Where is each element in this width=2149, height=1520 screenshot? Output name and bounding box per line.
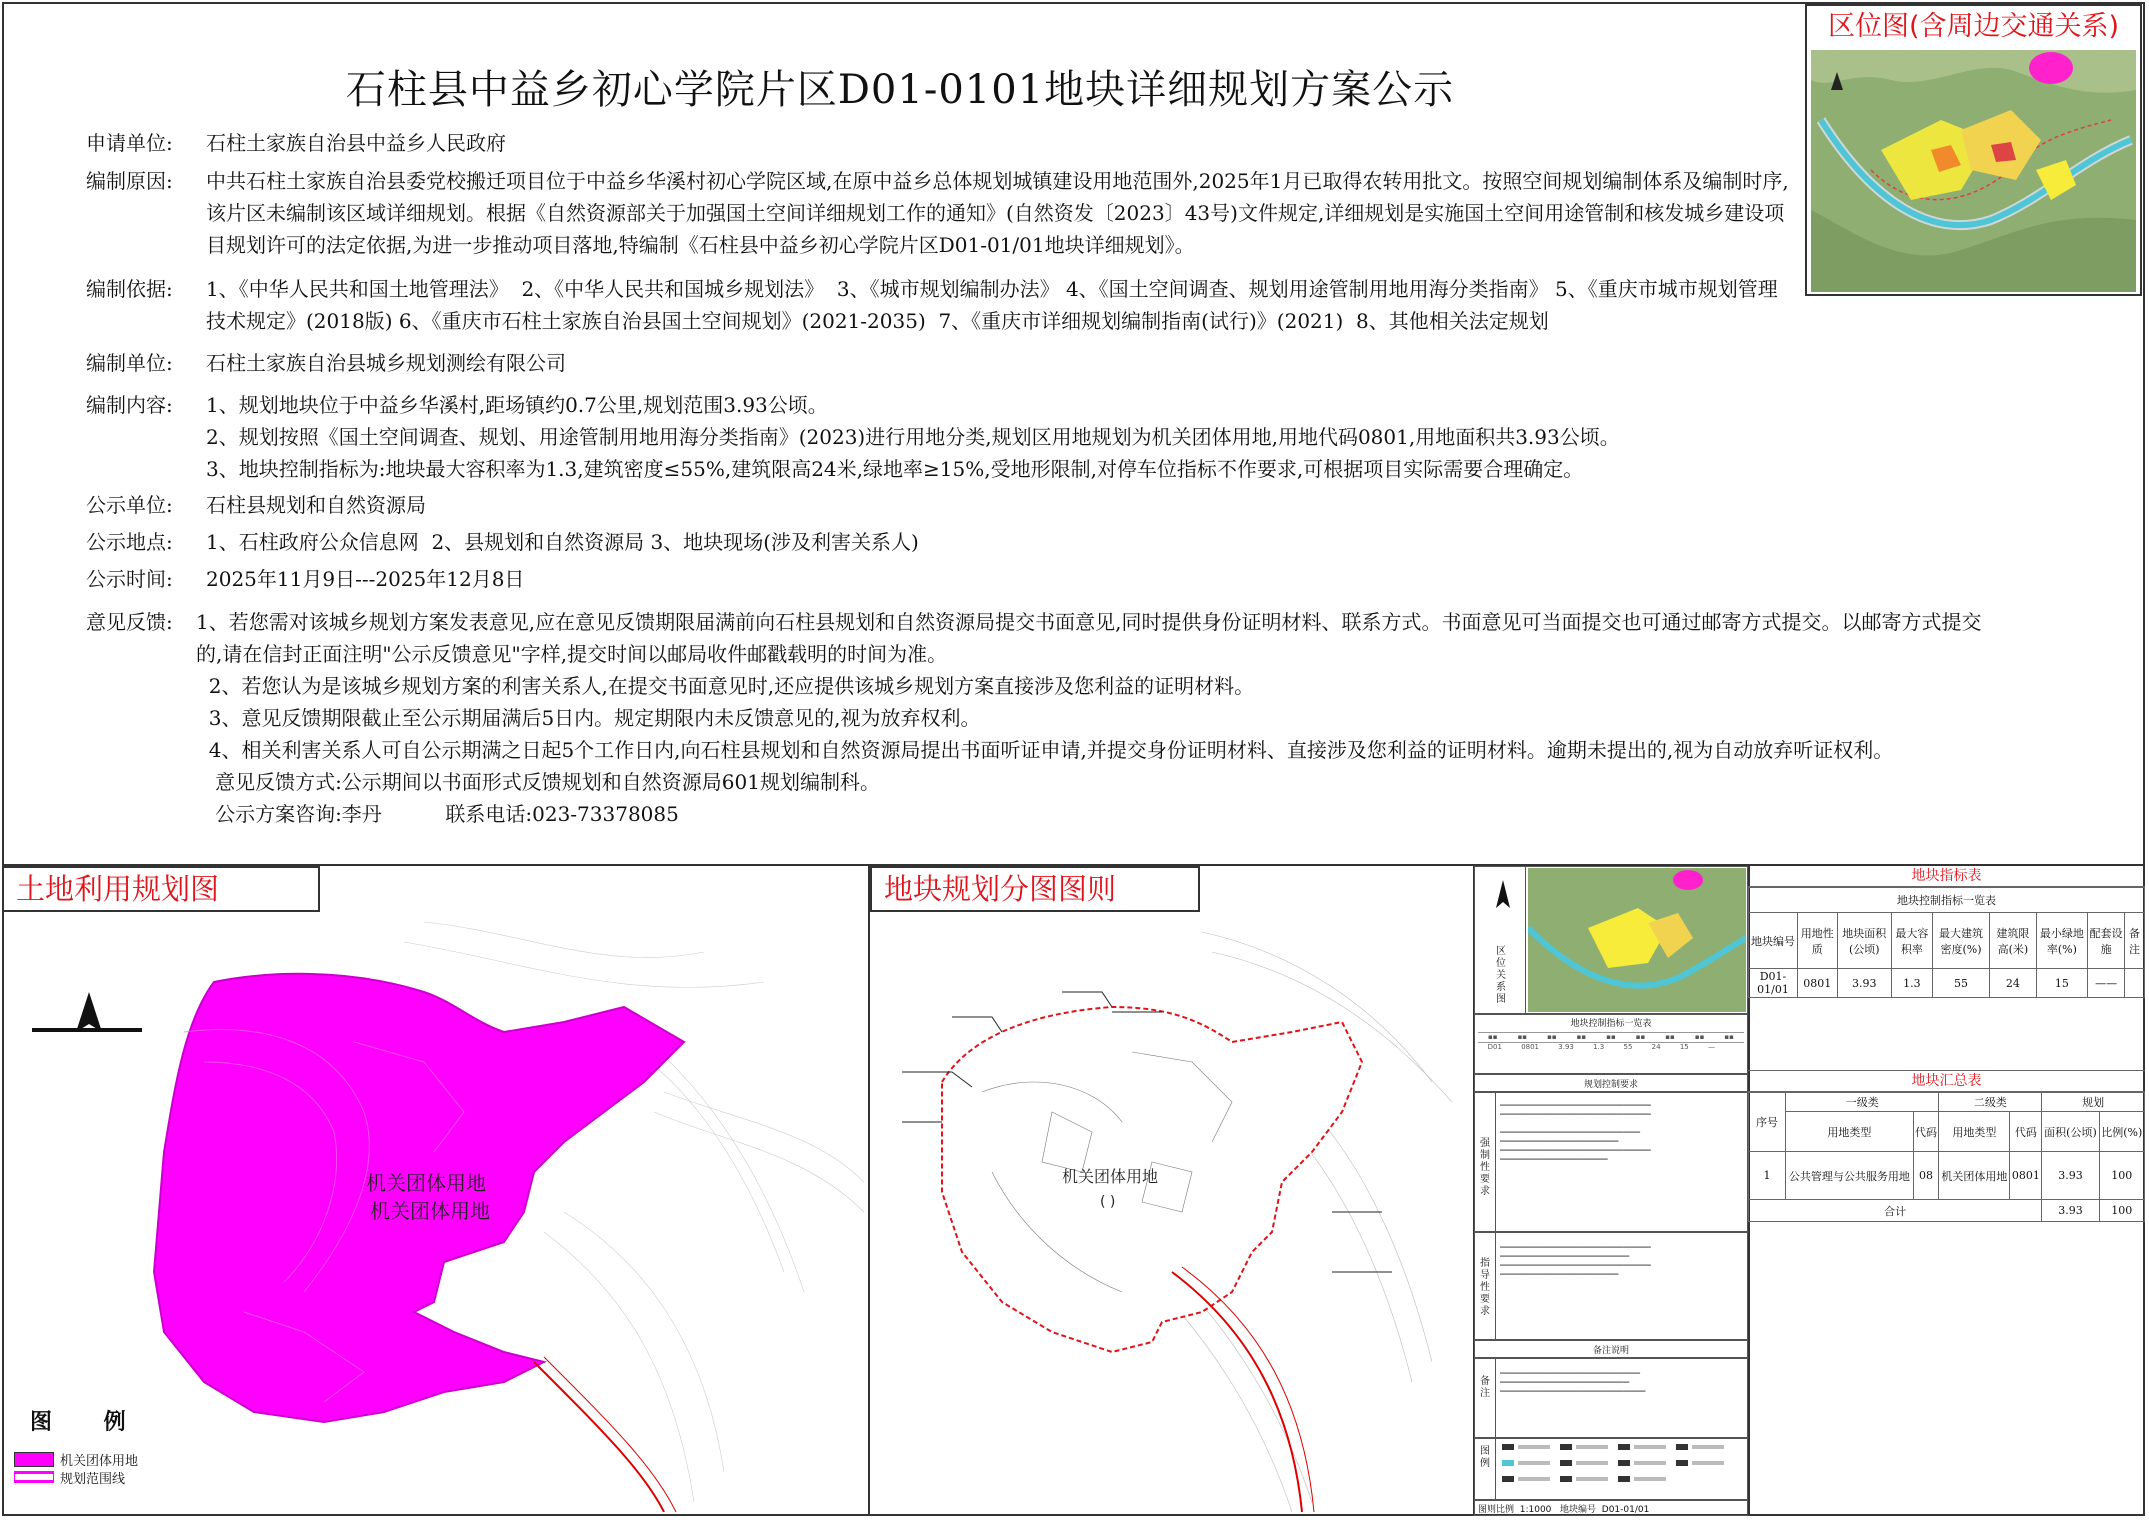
- indicator-table-title: 地块指标表: [1748, 866, 2145, 887]
- indicator-cell: 55: [1932, 969, 1990, 998]
- section-line: 2025年11月9日---2025年12月8日: [206, 567, 525, 591]
- indicator-cell: ——: [2088, 969, 2125, 998]
- plot-sheet: 区位关系图 地块控制指标一览表 ▪▪ ▪▪ ▪▪ ▪▪ ▪▪ ▪▪ ▪▪ ▪▪ ▪▪ D01 0801 3.93 1.3 55 24 15 — 规划控制要求 强制性要求 ▁▁▁▁▁▁▁▁▁▁▁▁▁▁▁▁▁▁▁▁▁▁▁▁▁▁▁▁ ▁▁▁▁▁▁▁▁▁▁▁▁▁▁▁▁▁▁▁▁▁▁▁▁▁▁▁▁ ▁▁▁▁▁▁▁▁▁▁▁▁▁▁▁▁▁▁▁▁▁▁▁▁▁▁ ▁▁▁▁▁▁▁▁▁▁▁▁▁▁▁▁▁▁▁▁▁▁ ▁▁▁▁▁▁▁▁▁▁▁▁▁▁▁▁▁▁▁▁▁▁▁▁▁▁▁▁ ▁▁▁▁▁▁▁▁▁▁▁▁▁▁▁▁▁▁▁▁ 指导性要求 ▁▁▁▁▁▁▁▁▁▁▁▁▁▁▁▁▁▁▁▁▁▁▁▁▁▁▁▁ ▁▁▁▁▁▁▁▁▁▁▁▁▁▁▁▁▁▁▁▁▁▁▁▁ ▁▁▁▁▁▁▁▁▁▁▁▁▁▁▁▁▁▁▁▁▁▁▁▁▁▁▁▁ ▁▁▁▁▁▁▁▁▁▁▁▁▁▁▁▁▁▁▁▁▁▁ 备注说明 备注 ▁▁▁▁▁▁▁▁▁▁▁▁▁▁▁▁▁▁▁▁▁▁▁▁▁▁ ▁▁▁▁▁▁▁▁▁▁▁▁▁▁▁▁▁▁▁▁▁▁▁▁ ▁▁▁▁▁▁▁▁▁▁▁▁▁▁▁▁▁▁▁▁▁▁▁▁▁▁▁ 图例 图则比例 1:1000 地块编号 D01-01/01: [1474, 866, 1748, 1516]
- location-map-image: [1811, 50, 2136, 292]
- landuse-zone-label-1: 机关团体用地: [366, 1171, 486, 1195]
- section-text: [206, 489, 1896, 521]
- indicator-cell: 24: [1990, 969, 2036, 998]
- legend-item: 机关团体用地: [14, 1450, 148, 1468]
- sheet-location-map: [1528, 868, 1746, 1012]
- section-label: 编制单位:: [86, 351, 173, 375]
- section-label: 申请单位:: [86, 131, 173, 155]
- legend-swatch-line: [14, 1471, 54, 1483]
- legend-title: 图 例: [30, 1410, 148, 1435]
- section-line: 公示方案咨询:李丹 联系电话:023-73378085: [196, 802, 679, 826]
- summary-total-area: 3.93: [2042, 1200, 2099, 1222]
- tables-column: [1748, 866, 2145, 1222]
- sheet-legend-label: 图例: [1480, 1446, 1490, 1469]
- landuse-zone-label-2: 机关团体用地: [370, 1199, 490, 1223]
- divider-vertical-1: [868, 864, 870, 1516]
- section-line: 3、地块控制指标为:地块最大容积率为1.3,建筑密度≤55%,建筑限高24米,绿地率≥15%,受地形限制,对停车位指标不作要求,可根据项目实际需要合理确定。: [206, 457, 1584, 481]
- indicator-table: 地块控制指标一览表 地块编号 用地性质 地块面积(公顷) 最大容积率 最大建筑密度(%) 建筑限高(米) 最小绿地率(%) 配套设施 备注 D01-01/01 0801 3.93 1.3 55 24 15 ——: [1748, 887, 2145, 998]
- location-map-panel: [1805, 4, 2142, 296]
- indicator-cell: 0801: [1797, 969, 1837, 998]
- landuse-panel-title: 土地利用规划图: [2, 866, 320, 912]
- section-line: 1、《中华人民共和国土地管理法》 2、《中华人民共和国城乡规划法》 3、《城市规划编制办法》 4、《国土空间调查、规划用途管制用地用海分类指南》 5、《重庆市城市规划管理: [206, 277, 1778, 301]
- indicator-header-cell: 建筑限高(米): [1990, 913, 2036, 969]
- indicator-header-cell: 用地性质: [1797, 913, 1837, 969]
- section-text: [206, 347, 1896, 379]
- summary-cell: 08: [1913, 1152, 1939, 1200]
- sheet-mandatory-label: 强制性要求: [1480, 1138, 1490, 1197]
- sheet-indicator-title: 地块控制指标一览表: [1570, 1019, 1652, 1029]
- sheet-notes-title: 备注说明: [1592, 1346, 1629, 1356]
- summary-total-label: 合计: [1749, 1200, 2042, 1222]
- sheet-legend-symbols: [1500, 1442, 1744, 1496]
- section-line: 1、若您需对该城乡规划方案发表意见,应在意见反馈期限届满前向石柱县规划和自然资源局提交书面意见,同时提供身份证明材料、联系方式。书面意见可当面提交也可通过邮寄方式提交。以邮寄方式提交: [196, 610, 1982, 634]
- indicator-header-cell: 最大建筑密度(%): [1932, 913, 1990, 969]
- indicator-cell: 1.3: [1892, 969, 1933, 998]
- section-label: 编制原因:: [86, 169, 173, 193]
- section-line: 2、规划按照《国土空间调查、规划、用途管制用地用海分类指南》(2023)进行用地分类,规划区用地规划为机关团体用地,用地代码0801,用地面积共3.93公顷。: [206, 425, 1620, 449]
- summary-cell: 公共管理与公共服务用地: [1786, 1152, 1914, 1200]
- section-label: 公示单位:: [86, 493, 173, 517]
- indicator-cell: [2125, 969, 2145, 998]
- location-map-title: 区位图(含周边交通关系): [1827, 11, 2120, 42]
- plot-zone-label: 机关团体用地: [1062, 1167, 1159, 1186]
- summary-cell: 3.93: [2042, 1152, 2099, 1200]
- page-title: 石柱县中益乡初心学院片区D01-0101地块详细规划方案公示: [345, 67, 1455, 113]
- indicator-header-cell: 地块编号: [1749, 913, 1798, 969]
- section-line: 3、意见反馈期限截止至公示期届满后5日内。规定期限内未反馈意见的,视为放弃权利。: [196, 706, 981, 730]
- indicator-header-cell: 地块面积(公顷): [1837, 913, 1891, 969]
- section-line: 该片区未编制该区域详细规划。根据《自然资源部关于加强国土空间详细规划工作的通知》(自然资发〔2023〕43号)文件规定,详细规划是实施国土空间用途管制和核发城乡建设项: [206, 201, 1785, 225]
- summary-total-ratio: 100: [2099, 1200, 2144, 1222]
- summary-cell: 1: [1749, 1152, 1786, 1200]
- plot-map: [872, 912, 1472, 1512]
- legend-item: 规划范围线: [14, 1468, 148, 1486]
- section-line: 的,请在信封正面注明"公示反馈意见"字样,提交时间以邮局收件邮戳载明的时间为准。: [196, 642, 948, 666]
- section-text: [206, 273, 1896, 337]
- indicator-header-cell: 最小绿地率(%): [2036, 913, 2088, 969]
- section-line: 石柱县规划和自然资源局: [206, 493, 426, 517]
- summary-cell: 机关团体用地: [1939, 1152, 2010, 1200]
- indicator-cell: D01-01/01: [1749, 969, 1798, 998]
- section-line: 中共石柱土家族自治县委党校搬迁项目位于中益乡华溪村初心学院区域,在原中益乡总体规划城镇建设用地范围外,2025年1月已取得农转用批文。按照空间规划编制体系及编制时序,: [206, 169, 1789, 193]
- section-text: [206, 526, 1896, 558]
- section-line: 2、若您认为是该城乡规划方案的利害关系人,在提交书面意见时,还应提供该城乡规划方案直接涉及您利益的证明材料。: [196, 674, 1255, 698]
- landuse-legend: [14, 1405, 148, 1486]
- section-line: 1、石柱政府公众信息网 2、县规划和自然资源局 3、地块现场(涉及利害关系人): [206, 530, 919, 554]
- plot-zone-code: ( ): [1100, 1194, 1116, 1210]
- sheet-footer-row: 图则比例 1:1000 地块编号 D01-01/01: [1478, 1505, 1650, 1515]
- indicator-header-cell: 配套设施: [2088, 913, 2125, 969]
- indicator-header-cell: 备注: [2125, 913, 2145, 969]
- section-line: 石柱土家族自治县城乡规划测绘有限公司: [206, 351, 566, 375]
- section-label: 编制内容:: [86, 393, 173, 417]
- section-label: 意见反馈:: [86, 610, 173, 634]
- sheet-notes-label: 备注: [1480, 1376, 1490, 1399]
- sheet-location-label: 区位关系图: [1496, 946, 1506, 1005]
- section-text: [206, 563, 1896, 595]
- section-line: 意见反馈方式:公示期间以书面形式反馈规划和自然资源局601规划编制科。: [196, 770, 880, 794]
- summary-table-title: 地块汇总表: [1748, 1070, 2145, 1092]
- sheet-req-title: 规划控制要求: [1583, 1080, 1638, 1090]
- section-text: [206, 165, 1896, 261]
- section-text: [196, 606, 2056, 830]
- section-label: 公示时间:: [86, 567, 173, 591]
- section-line: 4、相关利害关系人可自公示期满之日起5个工作日内,向石柱县规划和自然资源局提出书面听证申请,并提交身份证明材料、直接涉及您利益的证明材料。逾期未提出的,视为自动放弃听证权利。: [196, 738, 1894, 762]
- summary-cell: 0801: [2010, 1152, 2042, 1200]
- section-label: 公示地点:: [86, 530, 173, 554]
- indicator-header-cell: 最大容积率: [1892, 913, 1933, 969]
- section-line: 目规划许可的法定依据,为进一步推动项目落地,特编制《石柱县中益乡初心学院片区D01-01/01地块详细规划》。: [206, 233, 1195, 257]
- north-arrow-icon: [1494, 880, 1512, 910]
- section-line: 技术规定》(2018版) 6、《重庆市石柱土家族自治县国土空间规划》(2021-2035) 7、《重庆市详细规划编制指南(试行)》(2021) 8、其他相关法定规划: [206, 309, 1549, 333]
- summary-table: 序号 一级类 二级类 规划 用地类型 代码 用地类型 代码 面积(公顷) 比例(%) 1 公共管理与公共服务用地 08 机关团体用地 0801 3.93 100 合计 3.93 100: [1748, 1092, 2145, 1222]
- section-label: 编制依据:: [86, 277, 173, 301]
- indicator-cell: 15: [2036, 969, 2088, 998]
- summary-cell: 100: [2099, 1152, 2144, 1200]
- legend-swatch-fill: [14, 1452, 54, 1467]
- section-text: [206, 389, 1896, 485]
- sheet-guiding-label: 指导性要求: [1480, 1258, 1490, 1317]
- plot-panel-title: 地块规划分图图则: [870, 866, 1200, 912]
- section-line: 1、规划地块位于中益乡华溪村,距场镇约0.7公里,规划范围3.93公顷。: [206, 393, 828, 417]
- section-text: [206, 127, 1896, 159]
- section-line: 石柱土家族自治县中益乡人民政府: [206, 131, 506, 155]
- indicator-cell: 3.93: [1837, 969, 1891, 998]
